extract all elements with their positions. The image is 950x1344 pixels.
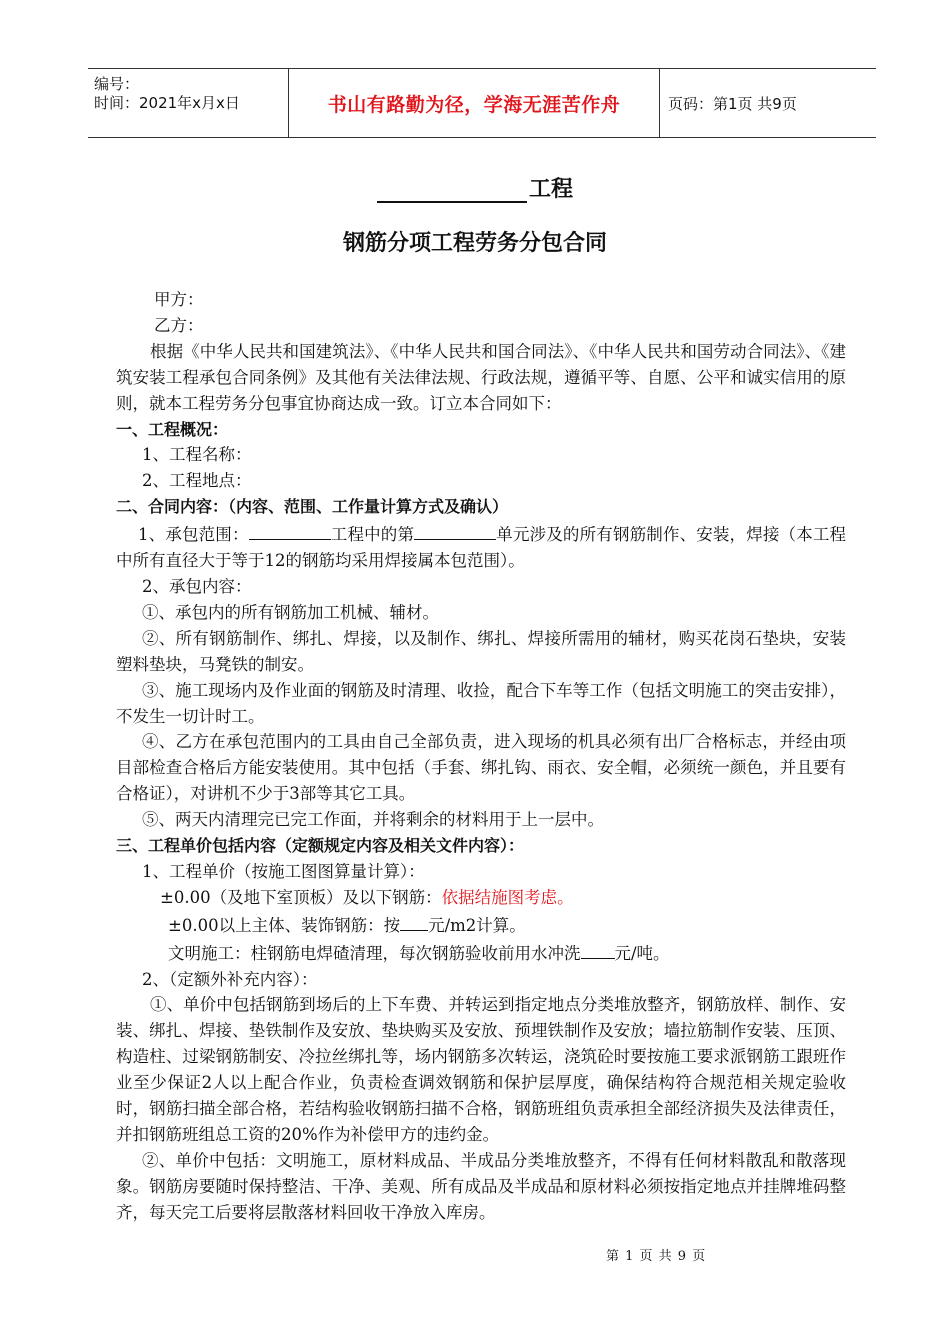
project-title-suffix: 工程 [528, 177, 573, 202]
party-a-label: 甲方： [154, 290, 204, 309]
scope-text-b: 工程中的第 [330, 525, 415, 545]
above-unit: 元/m2计算。 [428, 915, 526, 935]
doc-time-label: 时间：2021年x月x日 [94, 94, 240, 112]
civil-text: 文明施工：柱钢筋电焊碴清理，每次钢筋验收前用水冲洗 [168, 943, 581, 963]
above-price-blank [400, 911, 428, 931]
scope-paragraph [116, 520, 846, 574]
party-b-label: 乙方： [154, 315, 204, 335]
content-item-4: ④、乙方在承包范围内的工具由自己全部负责，进入现场的机具必须有出厂合格标志，并经由项目部检查合格后方能安装使用。其中包括（手套、绑扎钩、雨衣、安全帽，必须统一颜色，并且要有合格证），对讲机不少于3部等其它工具。 [116, 732, 846, 804]
above-text: ±0.00以上主体、装饰钢筋：按 [168, 915, 401, 935]
basement-line [116, 885, 846, 911]
header-center [288, 69, 660, 137]
page-header [88, 68, 876, 138]
civil-price-blank [581, 939, 615, 959]
project-blank [249, 520, 331, 540]
content-item-2: ②、所有钢筋制作、绑扎、焊接，以及制作、绑扎、焊接所需用的辅材，购买花岗石垫块，安装塑料垫块，马凳铁的制安。 [116, 628, 846, 674]
project-name-label: 1、工程名称： [142, 445, 252, 465]
project-location-label: 2、工程地点： [142, 471, 252, 491]
extra-item-2: ②、单价中包括：文明施工，原材料成品、半成品分类堆放整齐，不得有任何材料散乱和散落现象。钢筋房要随时保持整洁、干净、美观、所有成品及半成品和原材料必须按指定地点并挂牌堆码整齐，每天完工后要将层散落材料回收干净放入库房。 [116, 1150, 846, 1222]
section1-heading: 一、工程概况： [116, 419, 229, 439]
content-item-5: ⑤、两天内清理完已完工作面，并将剩余的材料用于上一层中。 [142, 810, 604, 830]
contract-title: 钢筋分项工程劳务分包合同 [342, 231, 607, 256]
scope-text-c: 单元涉及的所有钢筋制作、安装，焊接（本工程中所有直径大于等于12的钢筋均采用焊接属本包范围）。 [116, 525, 847, 571]
unit-blank [414, 520, 496, 540]
content-item-1: ①、承包内的所有钢筋加工机械、辅材。 [142, 602, 439, 622]
content-item-3: ③、施工现场内及作业面的钢筋及时清理、收捡，配合下车等工作（包括文明施工的突击安排），不发生一切计时工。 [116, 680, 846, 726]
unit-price-label: 1、工程单价（按施工图图算量计算）： [142, 861, 425, 881]
header-right [660, 69, 876, 137]
project-title [0, 172, 950, 203]
basement-note: 依据结施图考虑。 [441, 887, 574, 907]
civil-unit: 元/吨。 [614, 943, 670, 963]
civil-line [116, 939, 846, 967]
page-footer: 第 1 页 共 9 页 [606, 1249, 707, 1264]
doc-number-label: 编号： [94, 75, 140, 93]
header-left [88, 69, 288, 137]
content-label: 2、承包内容： [142, 576, 252, 596]
basement-text: ±0.00（及地下室顶板）及以下钢筋： [160, 887, 442, 907]
section3-heading: 三、工程单价包括内容（定额规定内容及相关文件内容）： [116, 836, 525, 856]
scope-label: 1、承包范围： [138, 525, 249, 545]
page-code: 页码：第1页 共9页 [668, 94, 797, 113]
extra-item-1: ①、单价中包括钢筋到场后的上下车费、并转运到指定地点分类堆放整齐，钢筋放样、制作、安装、绑扎、焊接、垫铁制作及安放、垫块购买及安放、预埋铁制作及安放；墙拉筋制作安装、压顶、构造柱、过梁钢筋制安、冷拉丝绑扎等，场内钢筋多次转运，浇筑砼时要按施工要求派钢筋工跟班作业至少保证2人以上配合作业，负责检查调效钢筋和保护层厚度，确保结构符合规范相关规定验收时，钢筋扫描全部合格，若结构验收钢筋扫描不合格，钢筋班组负责承担全部经济损失及法律责任，并扣钢筋班组总工资的20%作为补偿甲方的违约金。 [116, 995, 846, 1144]
project-name-blank [377, 179, 527, 203]
intro-paragraph: 根据《中华人民共和国建筑法》、《中华人民共和国合同法》、《中华人民共和国劳动合同法》、《建筑安装工程承包合同条例》及其他有关法律法规、行政法规，遵循平等、自愿、公平和诚实信用的原则，就本工程劳务分包事宜协商达成一致。订立本合同如下： [116, 341, 846, 413]
header-motto: 书山有路勤为径，学海无涯苦作舟 [327, 93, 621, 116]
extra-label: 2、（定额外补充内容）： [142, 969, 318, 989]
contract-body [116, 287, 846, 1226]
section2-heading: 二、合同内容：（内容、范围、工作量计算方式及确认） [116, 497, 509, 517]
above-line [116, 911, 846, 939]
